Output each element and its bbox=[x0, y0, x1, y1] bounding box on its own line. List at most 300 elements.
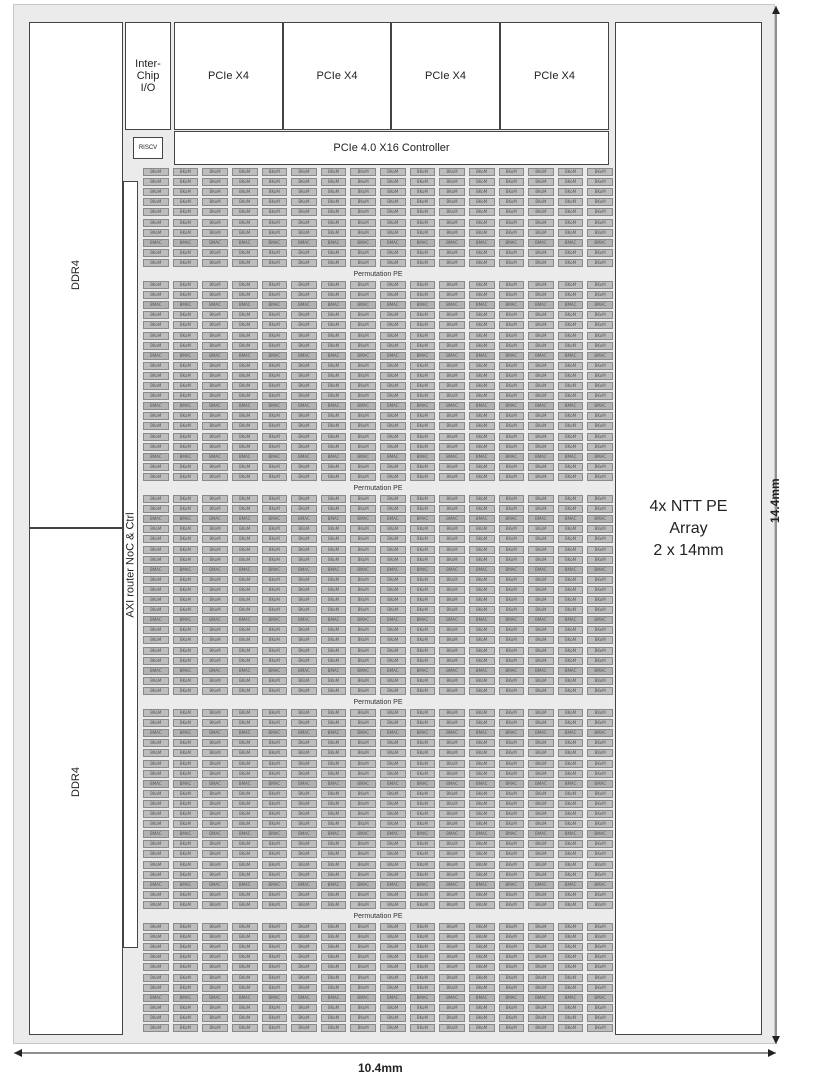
bkom-cell: BKoM bbox=[232, 556, 258, 564]
bkom-cell: BKoM bbox=[587, 760, 613, 768]
bkom-cell: BKoM bbox=[499, 953, 525, 961]
bkom-cell: BKoM bbox=[262, 188, 288, 196]
bkom-cell: BKoM bbox=[528, 208, 554, 216]
bkom-cell: BKoM bbox=[232, 953, 258, 961]
bkom-cell: BKoM bbox=[350, 188, 376, 196]
bmac-cell: BMAC bbox=[232, 239, 258, 247]
bkom-cell: BKoM bbox=[321, 586, 347, 594]
bkom-cell: BKoM bbox=[262, 810, 288, 818]
bmac-cell: BMAC bbox=[587, 994, 613, 1002]
bkom-cell: BKoM bbox=[439, 311, 465, 319]
bkom-cell: BKoM bbox=[587, 626, 613, 634]
bkom-cell: BKoM bbox=[439, 433, 465, 441]
bmac-cell: BMAC bbox=[202, 616, 228, 624]
bkom-cell: BKoM bbox=[350, 422, 376, 430]
bmac-cell: BMAC bbox=[202, 352, 228, 360]
bkom-cell: BKoM bbox=[262, 576, 288, 584]
bkom-cell: BKoM bbox=[380, 281, 406, 289]
bkom-cell: BKoM bbox=[380, 168, 406, 176]
bkom-cell: BKoM bbox=[291, 178, 317, 186]
bkom-cell: BKoM bbox=[173, 342, 199, 350]
bmac-cell: BMAC bbox=[380, 881, 406, 889]
bkom-cell: BKoM bbox=[143, 198, 169, 206]
bkom-cell: BKoM bbox=[558, 208, 584, 216]
bmac-cell: BMAC bbox=[350, 566, 376, 574]
bkom-cell: BKoM bbox=[587, 443, 613, 451]
bkom-cell: BKoM bbox=[439, 422, 465, 430]
bmac-cell: BMAC bbox=[587, 453, 613, 461]
bkom-cell: BKoM bbox=[262, 546, 288, 554]
bkom-cell: BKoM bbox=[558, 790, 584, 798]
bkom-cell: BKoM bbox=[469, 933, 495, 941]
bkom-cell: BKoM bbox=[202, 861, 228, 869]
bmac-cell: BMAC bbox=[143, 566, 169, 574]
bkom-cell: BKoM bbox=[173, 392, 199, 400]
bkom-cell: BKoM bbox=[558, 321, 584, 329]
bmac-cell: BMAC bbox=[410, 830, 436, 838]
bkom-cell: BKoM bbox=[469, 626, 495, 634]
bkom-cell: BKoM bbox=[499, 208, 525, 216]
bkom-cell: BKoM bbox=[232, 923, 258, 931]
bkom-cell: BKoM bbox=[350, 586, 376, 594]
bkom-cell: BKoM bbox=[499, 473, 525, 481]
bkom-cell: BKoM bbox=[173, 953, 199, 961]
bkom-cell: BKoM bbox=[410, 178, 436, 186]
bkom-cell: BKoM bbox=[469, 820, 495, 828]
bkom-cell: BKoM bbox=[173, 871, 199, 879]
bkom-cell: BKoM bbox=[232, 739, 258, 747]
bkom-cell: BKoM bbox=[143, 392, 169, 400]
bmac-cell: BMAC bbox=[410, 780, 436, 788]
bkom-cell: BKoM bbox=[380, 463, 406, 471]
bkom-cell: BKoM bbox=[173, 963, 199, 971]
bkom-cell: BKoM bbox=[262, 505, 288, 513]
bkom-cell: BKoM bbox=[469, 412, 495, 420]
bkom-cell: BKoM bbox=[499, 850, 525, 858]
bkom-cell: BKoM bbox=[528, 168, 554, 176]
bkom-cell: BKoM bbox=[528, 392, 554, 400]
bkom-cell: BKoM bbox=[558, 891, 584, 899]
bkom-cell: BKoM bbox=[587, 984, 613, 992]
bkom-cell: BKoM bbox=[528, 443, 554, 451]
bkom-cell: BKoM bbox=[380, 1024, 406, 1032]
bkom-cell: BKoM bbox=[528, 219, 554, 227]
bkom-cell: BKoM bbox=[321, 219, 347, 227]
bkom-cell: BKoM bbox=[202, 974, 228, 982]
bkom-cell: BKoM bbox=[173, 657, 199, 665]
bmac-cell: BMAC bbox=[499, 352, 525, 360]
bkom-cell: BKoM bbox=[173, 770, 199, 778]
bkom-cell: BKoM bbox=[380, 332, 406, 340]
bkom-cell: BKoM bbox=[262, 677, 288, 685]
bkom-cell: BKoM bbox=[499, 525, 525, 533]
bkom-cell: BKoM bbox=[143, 525, 169, 533]
bkom-cell: BKoM bbox=[410, 709, 436, 717]
bkom-cell: BKoM bbox=[587, 647, 613, 655]
bmac-cell: BMAC bbox=[469, 830, 495, 838]
bkom-cell: BKoM bbox=[439, 647, 465, 655]
bkom-cell: BKoM bbox=[439, 850, 465, 858]
bkom-cell: BKoM bbox=[528, 249, 554, 257]
bmac-cell: BMAC bbox=[350, 729, 376, 737]
bkom-cell: BKoM bbox=[439, 229, 465, 237]
bkom-cell: BKoM bbox=[587, 342, 613, 350]
bkom-cell: BKoM bbox=[143, 626, 169, 634]
bkom-cell: BKoM bbox=[143, 943, 169, 951]
bmac-cell: BMAC bbox=[410, 881, 436, 889]
bkom-cell: BKoM bbox=[528, 606, 554, 614]
bkom-cell: BKoM bbox=[469, 311, 495, 319]
bkom-cell: BKoM bbox=[143, 178, 169, 186]
bkom-cell: BKoM bbox=[439, 372, 465, 380]
bmac-cell: BMAC bbox=[558, 453, 584, 461]
bkom-cell: BKoM bbox=[173, 332, 199, 340]
bkom-cell: BKoM bbox=[173, 259, 199, 267]
bmac-cell: BMAC bbox=[262, 566, 288, 574]
bkom-cell: BKoM bbox=[173, 760, 199, 768]
bkom-cell: BKoM bbox=[469, 647, 495, 655]
bkom-cell: BKoM bbox=[587, 321, 613, 329]
bkom-cell: BKoM bbox=[558, 433, 584, 441]
bkom-cell: BKoM bbox=[291, 606, 317, 614]
bmac-cell: BMAC bbox=[143, 453, 169, 461]
bkom-cell: BKoM bbox=[202, 626, 228, 634]
bkom-cell: BKoM bbox=[499, 198, 525, 206]
bkom-cell: BKoM bbox=[558, 229, 584, 237]
bkom-cell: BKoM bbox=[232, 422, 258, 430]
bkom-cell: BKoM bbox=[321, 1014, 347, 1022]
bmac-cell: BMAC bbox=[528, 994, 554, 1002]
bkom-cell: BKoM bbox=[350, 311, 376, 319]
bkom-cell: BKoM bbox=[232, 963, 258, 971]
bkom-cell: BKoM bbox=[558, 291, 584, 299]
bkom-cell: BKoM bbox=[321, 198, 347, 206]
bmac-cell: BMAC bbox=[173, 301, 199, 309]
bkom-cell: BKoM bbox=[469, 332, 495, 340]
bkom-cell: BKoM bbox=[262, 1014, 288, 1022]
bkom-cell: BKoM bbox=[173, 505, 199, 513]
bmac-cell: BMAC bbox=[469, 667, 495, 675]
ntt-pe-array-block bbox=[615, 22, 762, 1035]
bkom-cell: BKoM bbox=[321, 739, 347, 747]
bkom-cell: BKoM bbox=[469, 596, 495, 604]
bmac-cell: BMAC bbox=[558, 239, 584, 247]
bkom-cell: BKoM bbox=[587, 473, 613, 481]
bkom-cell: BKoM bbox=[439, 933, 465, 941]
bkom-cell: BKoM bbox=[469, 443, 495, 451]
bkom-cell: BKoM bbox=[350, 933, 376, 941]
bmac-cell: BMAC bbox=[439, 566, 465, 574]
bkom-cell: BKoM bbox=[291, 463, 317, 471]
bkom-cell: BKoM bbox=[202, 891, 228, 899]
bmac-cell: BMAC bbox=[558, 566, 584, 574]
bkom-cell: BKoM bbox=[173, 586, 199, 594]
bkom-cell: BKoM bbox=[291, 739, 317, 747]
bmac-cell: BMAC bbox=[410, 239, 436, 247]
bkom-cell: BKoM bbox=[439, 606, 465, 614]
bkom-cell: BKoM bbox=[499, 463, 525, 471]
bkom-cell: BKoM bbox=[439, 984, 465, 992]
bkom-cell: BKoM bbox=[558, 953, 584, 961]
bkom-cell: BKoM bbox=[469, 810, 495, 818]
bkom-cell: BKoM bbox=[558, 342, 584, 350]
bkom-cell: BKoM bbox=[410, 291, 436, 299]
bkom-cell: BKoM bbox=[439, 208, 465, 216]
bmac-cell: BMAC bbox=[262, 453, 288, 461]
bkom-cell: BKoM bbox=[262, 739, 288, 747]
bkom-cell: BKoM bbox=[321, 626, 347, 634]
bkom-cell: BKoM bbox=[439, 525, 465, 533]
bkom-cell: BKoM bbox=[232, 291, 258, 299]
bkom-cell: BKoM bbox=[350, 984, 376, 992]
bkom-cell: BKoM bbox=[410, 687, 436, 695]
bmac-cell: BMAC bbox=[469, 616, 495, 624]
bmac-cell: BMAC bbox=[380, 830, 406, 838]
width-dimension-arrow bbox=[0, 1046, 790, 1060]
bkom-cell: BKoM bbox=[410, 891, 436, 899]
bkom-cell: BKoM bbox=[232, 1004, 258, 1012]
bkom-cell: BKoM bbox=[528, 332, 554, 340]
bkom-cell: BKoM bbox=[173, 198, 199, 206]
bkom-cell: BKoM bbox=[469, 709, 495, 717]
bmac-cell: BMAC bbox=[380, 566, 406, 574]
bkom-cell: BKoM bbox=[528, 422, 554, 430]
bkom-cell: BKoM bbox=[410, 495, 436, 503]
bkom-cell: BKoM bbox=[587, 596, 613, 604]
bkom-cell: BKoM bbox=[528, 1004, 554, 1012]
bkom-cell: BKoM bbox=[232, 259, 258, 267]
bkom-cell: BKoM bbox=[173, 546, 199, 554]
bkom-cell: BKoM bbox=[439, 657, 465, 665]
bkom-cell: BKoM bbox=[232, 525, 258, 533]
bkom-cell: BKoM bbox=[380, 422, 406, 430]
bkom-cell: BKoM bbox=[587, 820, 613, 828]
bmac-cell: BMAC bbox=[380, 301, 406, 309]
bkom-cell: BKoM bbox=[232, 495, 258, 503]
bmac-cell: BMAC bbox=[173, 566, 199, 574]
bkom-cell: BKoM bbox=[469, 963, 495, 971]
bkom-cell: BKoM bbox=[499, 596, 525, 604]
bkom-cell: BKoM bbox=[587, 687, 613, 695]
bkom-cell: BKoM bbox=[232, 463, 258, 471]
bmac-cell: BMAC bbox=[410, 616, 436, 624]
bkom-cell: BKoM bbox=[321, 412, 347, 420]
bkom-cell: BKoM bbox=[173, 891, 199, 899]
bkom-cell: BKoM bbox=[499, 535, 525, 543]
bkom-cell: BKoM bbox=[232, 709, 258, 717]
bkom-cell: BKoM bbox=[232, 687, 258, 695]
bkom-cell: BKoM bbox=[528, 891, 554, 899]
bmac-cell: BMAC bbox=[469, 402, 495, 410]
bmac-cell: BMAC bbox=[262, 352, 288, 360]
bkom-cell: BKoM bbox=[143, 259, 169, 267]
bkom-cell: BKoM bbox=[439, 760, 465, 768]
bkom-cell: BKoM bbox=[262, 382, 288, 390]
bmac-cell: BMAC bbox=[528, 729, 554, 737]
bkom-cell: BKoM bbox=[202, 800, 228, 808]
bkom-cell: BKoM bbox=[439, 342, 465, 350]
bkom-cell: BKoM bbox=[410, 770, 436, 778]
bkom-cell: BKoM bbox=[262, 495, 288, 503]
bmac-cell: BMAC bbox=[499, 994, 525, 1002]
bkom-cell: BKoM bbox=[528, 739, 554, 747]
bkom-cell: BKoM bbox=[143, 1014, 169, 1022]
bkom-cell: BKoM bbox=[410, 850, 436, 858]
bkom-cell: BKoM bbox=[380, 198, 406, 206]
bkom-cell: BKoM bbox=[380, 249, 406, 257]
bkom-cell: BKoM bbox=[380, 871, 406, 879]
bmac-cell: BMAC bbox=[321, 352, 347, 360]
bkom-cell: BKoM bbox=[291, 901, 317, 909]
bkom-cell: BKoM bbox=[262, 535, 288, 543]
bkom-cell: BKoM bbox=[321, 178, 347, 186]
bkom-cell: BKoM bbox=[499, 923, 525, 931]
bkom-cell: BKoM bbox=[143, 291, 169, 299]
bkom-cell: BKoM bbox=[291, 362, 317, 370]
bkom-cell: BKoM bbox=[173, 974, 199, 982]
bkom-cell: BKoM bbox=[202, 657, 228, 665]
bkom-cell: BKoM bbox=[350, 626, 376, 634]
bkom-cell: BKoM bbox=[232, 677, 258, 685]
bmac-cell: BMAC bbox=[262, 780, 288, 788]
bkom-cell: BKoM bbox=[410, 953, 436, 961]
bkom-cell: BKoM bbox=[262, 249, 288, 257]
bkom-cell: BKoM bbox=[380, 677, 406, 685]
bkom-cell: BKoM bbox=[232, 546, 258, 554]
bkom-cell: BKoM bbox=[143, 433, 169, 441]
bkom-cell: BKoM bbox=[262, 556, 288, 564]
bkom-cell: BKoM bbox=[350, 168, 376, 176]
bmac-cell: BMAC bbox=[232, 352, 258, 360]
bmac-cell: BMAC bbox=[291, 515, 317, 523]
bkom-cell: BKoM bbox=[232, 933, 258, 941]
bkom-cell: BKoM bbox=[173, 525, 199, 533]
bmac-cell: BMAC bbox=[143, 301, 169, 309]
bmac-cell: BMAC bbox=[262, 667, 288, 675]
bkom-cell: BKoM bbox=[232, 626, 258, 634]
bkom-cell: BKoM bbox=[558, 249, 584, 257]
bmac-cell: BMAC bbox=[528, 881, 554, 889]
bkom-cell: BKoM bbox=[262, 749, 288, 757]
permutation-pe-row: Permutation PE bbox=[353, 485, 403, 492]
bkom-cell: BKoM bbox=[380, 963, 406, 971]
bkom-cell: BKoM bbox=[558, 770, 584, 778]
permutation-pe-row: Permutation PE bbox=[353, 271, 403, 278]
bkom-cell: BKoM bbox=[202, 362, 228, 370]
bkom-cell: BKoM bbox=[143, 342, 169, 350]
riscv-block bbox=[125, 131, 171, 165]
bkom-cell: BKoM bbox=[469, 188, 495, 196]
pcie-x4-label: PCIe X4 bbox=[425, 70, 466, 82]
bkom-cell: BKoM bbox=[380, 556, 406, 564]
bkom-cell: BKoM bbox=[350, 810, 376, 818]
bmac-cell: BMAC bbox=[350, 515, 376, 523]
bkom-cell: BKoM bbox=[202, 259, 228, 267]
bmac-cell: BMAC bbox=[232, 881, 258, 889]
height-dimension-arrow bbox=[769, 0, 783, 1050]
bkom-cell: BKoM bbox=[528, 433, 554, 441]
bkom-cell: BKoM bbox=[499, 800, 525, 808]
bkom-cell: BKoM bbox=[202, 901, 228, 909]
bkom-cell: BKoM bbox=[499, 372, 525, 380]
bmac-cell: BMAC bbox=[232, 780, 258, 788]
ntt-array-line-2: Array bbox=[669, 519, 708, 537]
bkom-cell: BKoM bbox=[143, 229, 169, 237]
bkom-cell: BKoM bbox=[262, 332, 288, 340]
bkom-cell: BKoM bbox=[528, 576, 554, 584]
bkom-cell: BKoM bbox=[232, 790, 258, 798]
bkom-cell: BKoM bbox=[528, 974, 554, 982]
bkom-cell: BKoM bbox=[528, 760, 554, 768]
bmac-cell: BMAC bbox=[202, 729, 228, 737]
bkom-cell: BKoM bbox=[262, 770, 288, 778]
bkom-cell: BKoM bbox=[202, 443, 228, 451]
bmac-cell: BMAC bbox=[499, 566, 525, 574]
ddr4-top-label: DDR4 bbox=[69, 260, 82, 290]
bkom-cell: BKoM bbox=[173, 933, 199, 941]
bkom-cell: BKoM bbox=[350, 861, 376, 869]
bkom-cell: BKoM bbox=[380, 525, 406, 533]
bmac-cell: BMAC bbox=[350, 830, 376, 838]
bkom-cell: BKoM bbox=[439, 1004, 465, 1012]
bkom-cell: BKoM bbox=[202, 281, 228, 289]
bkom-cell: BKoM bbox=[173, 535, 199, 543]
bkom-cell: BKoM bbox=[410, 188, 436, 196]
bkom-cell: BKoM bbox=[291, 586, 317, 594]
bkom-cell: BKoM bbox=[410, 943, 436, 951]
bkom-cell: BKoM bbox=[469, 861, 495, 869]
bkom-cell: BKoM bbox=[291, 933, 317, 941]
bkom-cell: BKoM bbox=[173, 422, 199, 430]
bkom-cell: BKoM bbox=[321, 392, 347, 400]
bkom-cell: BKoM bbox=[232, 596, 258, 604]
bkom-cell: BKoM bbox=[232, 178, 258, 186]
bkom-cell: BKoM bbox=[469, 943, 495, 951]
bmac-cell: BMAC bbox=[528, 301, 554, 309]
bkom-cell: BKoM bbox=[528, 810, 554, 818]
width-dimension-label: 10.4mm bbox=[358, 1061, 403, 1075]
bkom-cell: BKoM bbox=[469, 259, 495, 267]
bmac-cell: BMAC bbox=[350, 881, 376, 889]
bkom-cell: BKoM bbox=[262, 586, 288, 594]
bmac-cell: BMAC bbox=[439, 352, 465, 360]
bkom-cell: BKoM bbox=[350, 505, 376, 513]
bkom-cell: BKoM bbox=[143, 362, 169, 370]
bkom-cell: BKoM bbox=[173, 596, 199, 604]
bmac-cell: BMAC bbox=[262, 616, 288, 624]
bkom-cell: BKoM bbox=[350, 281, 376, 289]
bkom-cell: BKoM bbox=[528, 311, 554, 319]
bkom-cell: BKoM bbox=[439, 219, 465, 227]
bkom-cell: BKoM bbox=[232, 810, 258, 818]
bmac-cell: BMAC bbox=[380, 515, 406, 523]
bmac-cell: BMAC bbox=[499, 616, 525, 624]
bkom-cell: BKoM bbox=[232, 342, 258, 350]
bkom-cell: BKoM bbox=[528, 820, 554, 828]
inter-chip-io-label: Inter-Chip I/O bbox=[135, 58, 161, 94]
bkom-cell: BKoM bbox=[321, 850, 347, 858]
bkom-cell: BKoM bbox=[380, 473, 406, 481]
bkom-cell: BKoM bbox=[143, 790, 169, 798]
bkom-cell: BKoM bbox=[528, 556, 554, 564]
bkom-cell: BKoM bbox=[291, 229, 317, 237]
bkom-cell: BKoM bbox=[558, 392, 584, 400]
bmac-cell: BMAC bbox=[558, 352, 584, 360]
bkom-cell: BKoM bbox=[143, 749, 169, 757]
bmac-cell: BMAC bbox=[499, 515, 525, 523]
bkom-cell: BKoM bbox=[469, 208, 495, 216]
bkom-cell: BKoM bbox=[499, 626, 525, 634]
